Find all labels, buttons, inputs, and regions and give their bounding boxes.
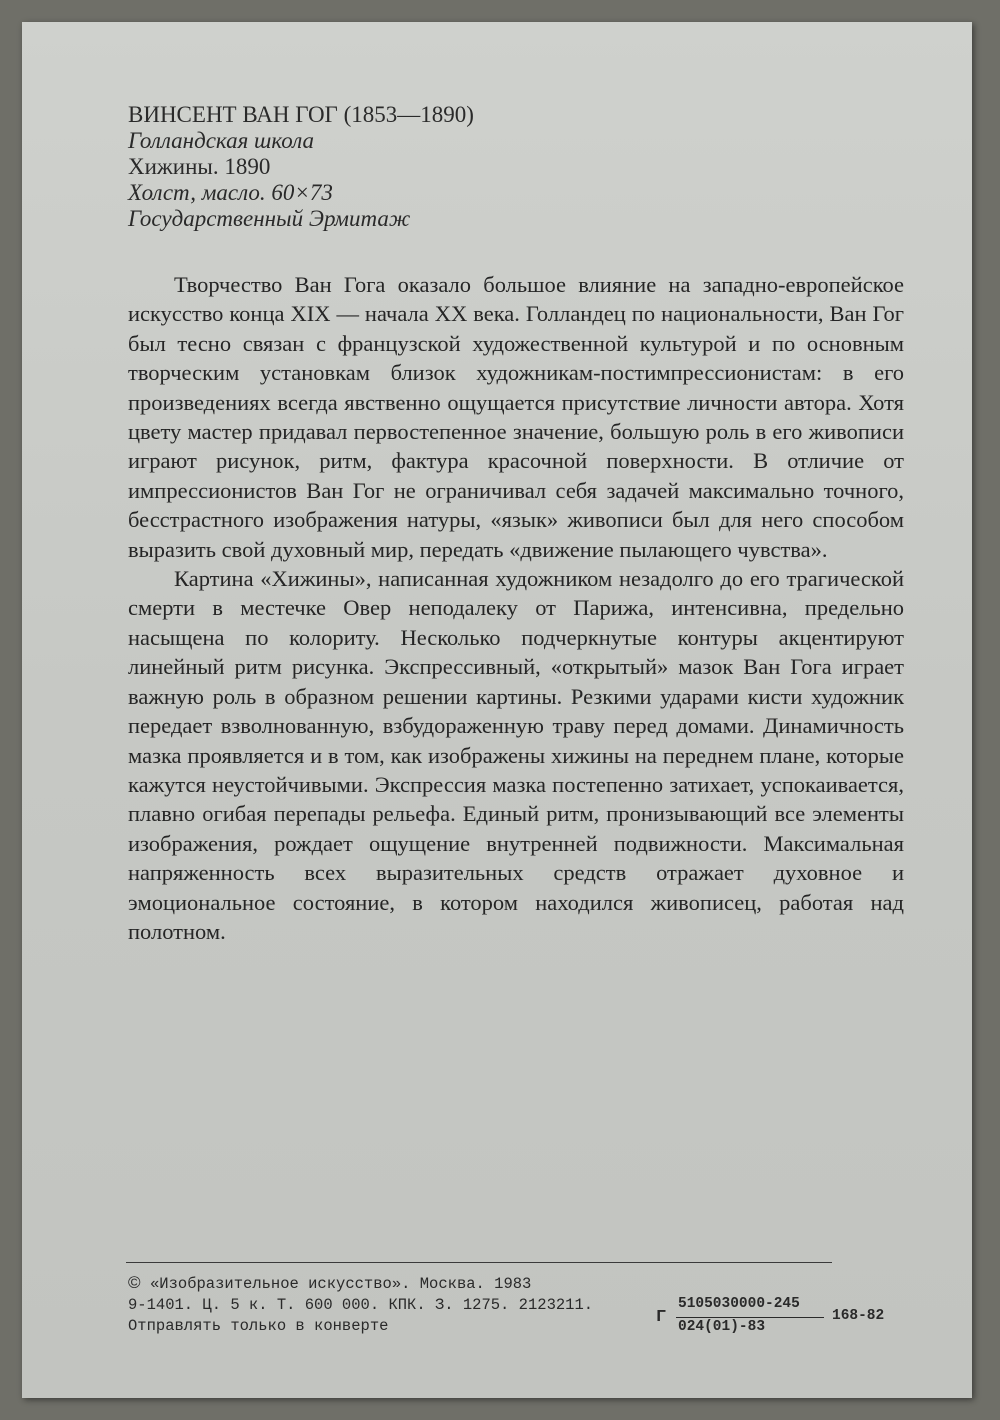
index-numerator: 5105030000-245 — [678, 1296, 800, 1312]
mailing-note: Отправлять только в конверте — [128, 1317, 389, 1335]
artist-name: ВИНСЕНТ ВАН ГОГ (1853—1890) — [128, 102, 474, 127]
publisher-imprint — [128, 1272, 628, 1337]
paragraph: Творчество Ван Гога оказало большое влияние на западно-европейское искусство конца XIX — начала XX века. Голландец по национальности, Ван Гог был тесно связан с французской художественной культурой и по основным творческим установкам близок художникам-постимпрессионистам: в его произведениях всегда явственно ощущается присутствие личности автора. Хотя цвету мастер придавал первостепенное значение, большую роль в его живописи играют рисунок, ритм, фактура красочной поверхности. В отличие от импрессионистов Ван Гог не ограничивал себя задачей максимально точного, бесстрастного изображения натуры, «язык» живописи был для него способом выразить свой духовный мир, передать «движение пылающего чувства». — [128, 272, 904, 562]
artwork-title: Хижины. 1890 — [128, 154, 271, 179]
index-code — [656, 1296, 946, 1336]
postcard-back — [22, 22, 972, 1398]
copyright-icon: © — [128, 1273, 141, 1292]
index-denominator: 024(01)-83 — [678, 1319, 766, 1335]
art-school: Голландская школа — [128, 128, 315, 153]
paragraph: Картина «Хижины», написанная художником незадолго до его трагической смерти в местечке Овер неподалеку от Парижа, интенсивна, предельно насыщена по колориту. Несколько подчеркнутые контуры акцентируют линейный ритм рисунка. Экспрессивный, «открытый» мазок Ван Гога играет важную роль в образном решении картины. Резкими ударами кисти художник передает взволнованную, взбудораженную траву перед домами. Динамичность мазка проявляется и в том, как изображены хижины на переднем плане, которые кажутся неустойчивыми. Экспрессия мазка постепенно затихает, успокаивается, плавно огибая перепады рельефа. Единый ритм, пронизывающий все элементы изображения, рождает ощущение внутренней подвижности. Максимальная напряженность всех выразительных средств отражает духовное и эмоциональное состояние, в котором находился живописец, работая над полотном. — [128, 566, 904, 944]
museum-name: Государственный Эрмитаж — [128, 206, 411, 231]
fraction-bar — [676, 1317, 824, 1318]
print-info: 9-1401. Ц. 5 к. Т. 600 000. КПК. З. 1275. 2123211. — [128, 1296, 594, 1314]
divider-line — [126, 1262, 832, 1263]
publisher-line: «Изобразительное искусство». Москва. 1983 — [150, 1275, 532, 1293]
description-text — [128, 270, 904, 946]
artwork-caption — [128, 102, 828, 232]
index-prefix: Г — [656, 1308, 667, 1327]
artwork-medium: Холст, масло. 60×73 — [128, 180, 333, 205]
index-suffix: 168-82 — [832, 1308, 885, 1324]
